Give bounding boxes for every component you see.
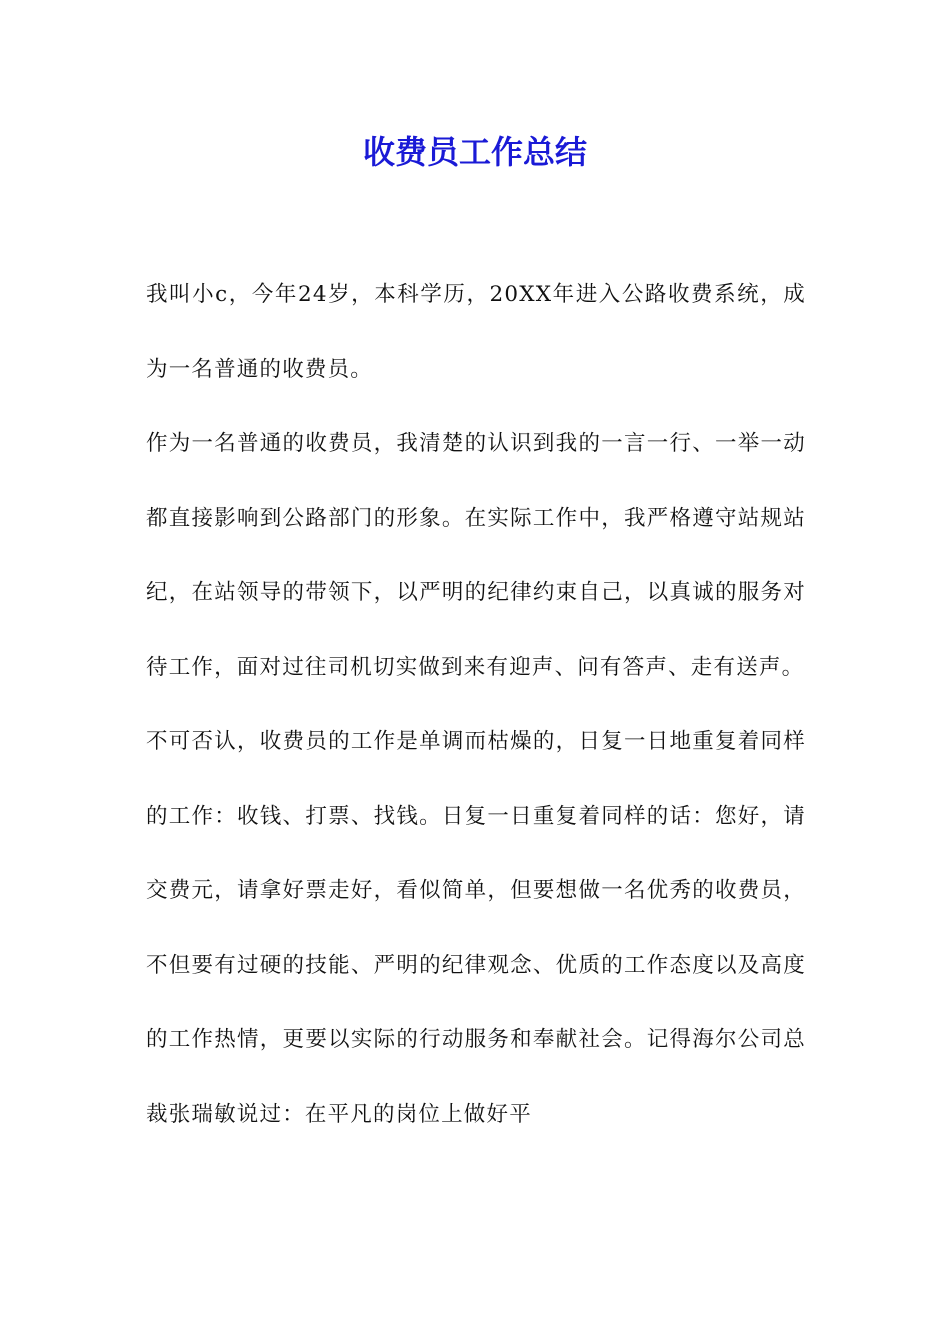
document-title: 收费员工作总结 [362, 133, 587, 171]
document-body [146, 258, 806, 1152]
paragraph-1: 我叫小c，今年24岁，本科学历，20XX年进入公路收费系统，成为一名普通的收费员。 [146, 282, 806, 382]
paragraph-3: 不可否认，收费员的工作是单调而枯燥的，日复一日地重复着同样的工作：收钱、打票、找钱。日复一日重复着同样的话：您好，请交费元，请拿好票走好，看似简单，但要想做一名优秀的收费员，不但要有过硬的技能、严明的纪律观念、优质的工作态度以及高度的工作热情，更要以实际的行动服务和奉献社会。记得海尔公司总裁张瑞敏说过：在平凡的岗位上做好平 [146, 729, 806, 1127]
paragraph-2: 作为一名普通的收费员，我清楚的认识到我的一言一行、一举一动都直接影响到公路部门的形象。在实际工作中，我严格遵守站规站纪，在站领导的带领下，以严明的纪律约束自己，以真诚的服务对待工作，面对过往司机切实做到来有迎声、问有答声、走有送声。 [146, 431, 806, 680]
